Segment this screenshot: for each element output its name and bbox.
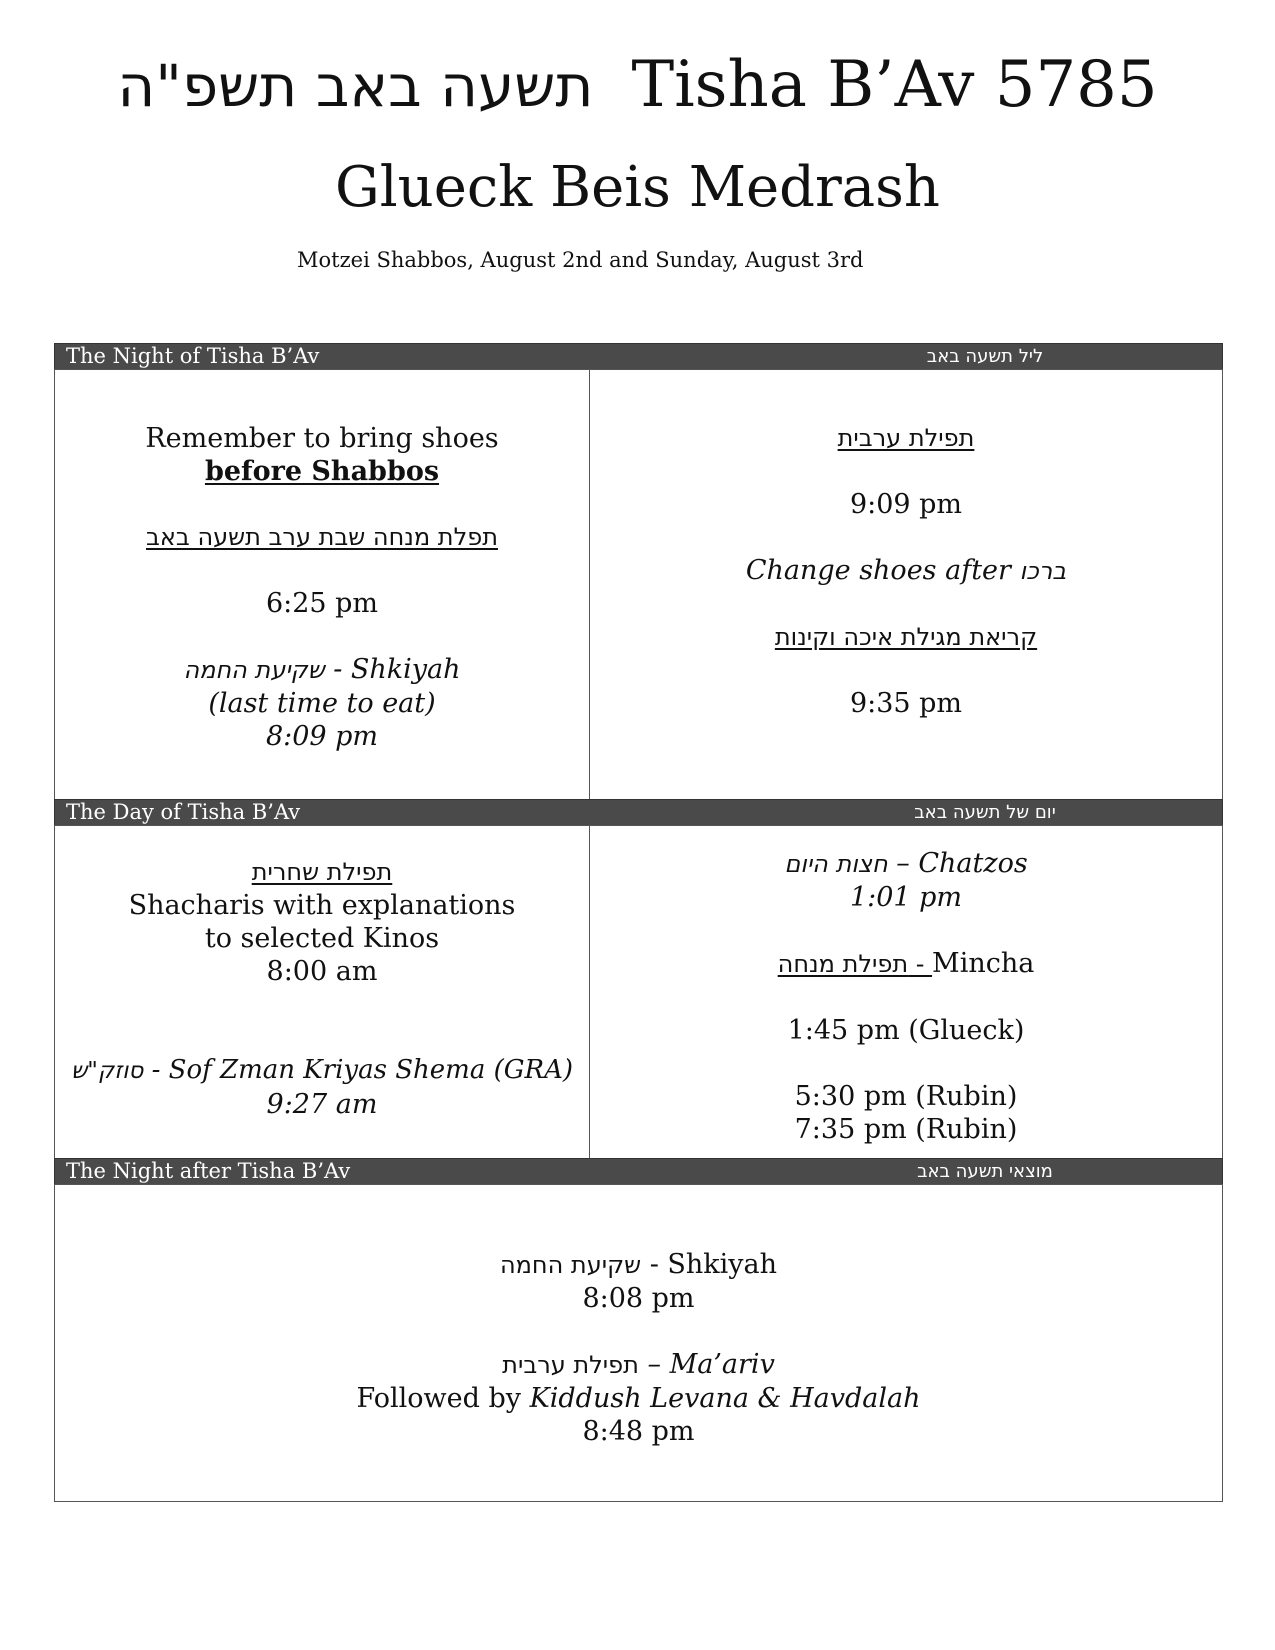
after-kiddush-havdalah: Kiddush Levana & Havdalah	[529, 1383, 921, 1414]
after-shkiyah-english: - Shkiyah	[641, 1249, 778, 1280]
shacharis-heading: תפילת שחרית	[251, 858, 393, 886]
day-right-cell	[589, 825, 1223, 1160]
eicha-time: 9:35 pm	[849, 688, 963, 719]
szks-hebrew: סוזק"ש	[71, 1058, 144, 1084]
mincha-time-glueck: 1:45 pm (Glueck)	[787, 1015, 1025, 1046]
night-left-cell	[54, 369, 590, 801]
mincha-shabbos-time: 6:25 pm	[265, 588, 379, 619]
after-shkiyah-hebrew: שקיעת החמה	[499, 1251, 642, 1279]
section-label-en: The Day of Tisha B’Av	[66, 800, 301, 824]
reminder-line: Remember to bring shoes	[145, 423, 499, 454]
title-hebrew: תשעה באב תשפ"ה	[117, 52, 594, 120]
change-shoes-english: Change shoes after	[745, 555, 1020, 586]
after-maariv-english: – Ma’ariv	[638, 1349, 775, 1380]
after-maariv-time: 8:48 pm	[582, 1416, 695, 1447]
day-left-cell	[54, 825, 590, 1160]
after-cell	[54, 1184, 1223, 1502]
maariv-heading: תפילת ערבית	[837, 424, 975, 452]
mincha-english: Mincha	[932, 948, 1035, 979]
section-label-en: The Night after Tisha B’Av	[66, 1159, 351, 1183]
section-label-he: יום של תשעה באב	[914, 802, 1056, 823]
eicha-heading: קריאת מגילת איכה וקינות	[774, 623, 1038, 651]
mincha-shabbos-heading: תפלת מנחה שבת ערב תשעה באב	[146, 523, 498, 551]
after-maariv-line	[55, 1348, 1222, 1382]
szks-english: - Sof Zman Kriyas Shema (GRA)	[143, 1055, 573, 1085]
section-band-night	[54, 343, 1223, 370]
shacharis-time: 8:00 am	[266, 956, 378, 987]
section-band-day	[54, 799, 1223, 826]
chatzos-english: – Chatzos	[887, 848, 1028, 879]
section-label-he: ליל תשעה באב	[926, 346, 1044, 367]
shacharis-desc-line2: to selected Kinos	[204, 923, 440, 954]
szks-line	[55, 1054, 589, 1088]
change-shoes-line	[590, 554, 1222, 588]
reminder-emphasis: before Shabbos	[204, 456, 440, 487]
shkiyah-english: - Shkiyah	[324, 654, 461, 685]
after-shkiyah-time: 8:08 pm	[582, 1283, 695, 1314]
section-label-en: The Night of Tisha B’Av	[66, 344, 320, 368]
page-title	[0, 45, 1275, 125]
page-subtitle: Glueck Beis Medrash	[335, 155, 940, 220]
shkiyah-hebrew: שקיעת החמה	[183, 656, 325, 684]
maariv-time: 9:09 pm	[849, 489, 963, 520]
after-followed-line	[55, 1382, 1222, 1415]
after-maariv-hebrew: תפילת ערבית	[502, 1351, 639, 1379]
night-right-cell	[589, 369, 1223, 801]
szks-time: 9:27 am	[266, 1089, 378, 1120]
section-label-he: מוצאי תשעה באב	[917, 1161, 1053, 1182]
mincha-time-rubin-2: 7:35 pm (Rubin)	[794, 1114, 1018, 1145]
mincha-line	[590, 947, 1222, 981]
chatzos-time: 1:01 pm	[849, 882, 963, 913]
change-shoes-hebrew: ברכו	[1019, 557, 1067, 585]
after-followed-by: Followed by	[356, 1383, 530, 1414]
shacharis-desc-line1: Shacharis with explanations	[128, 890, 516, 921]
shkiyah-time: 8:09 pm	[265, 721, 379, 752]
shkiyah-line	[55, 653, 589, 687]
last-eat-note: (last time to eat)	[208, 688, 436, 719]
chatzos-hebrew: חצות היום	[784, 850, 888, 878]
chatzos-line	[590, 847, 1222, 881]
mincha-hebrew: תפילת מנחה -	[777, 950, 933, 978]
mincha-time-rubin-1: 5:30 pm (Rubin)	[794, 1081, 1018, 1112]
title-english: Tisha B’Av 5785	[631, 48, 1158, 122]
date-line: Motzei Shabbos, August 2nd and Sunday, August 3rd	[297, 248, 864, 272]
after-shkiyah-line	[55, 1248, 1222, 1282]
section-band-after	[54, 1158, 1223, 1185]
